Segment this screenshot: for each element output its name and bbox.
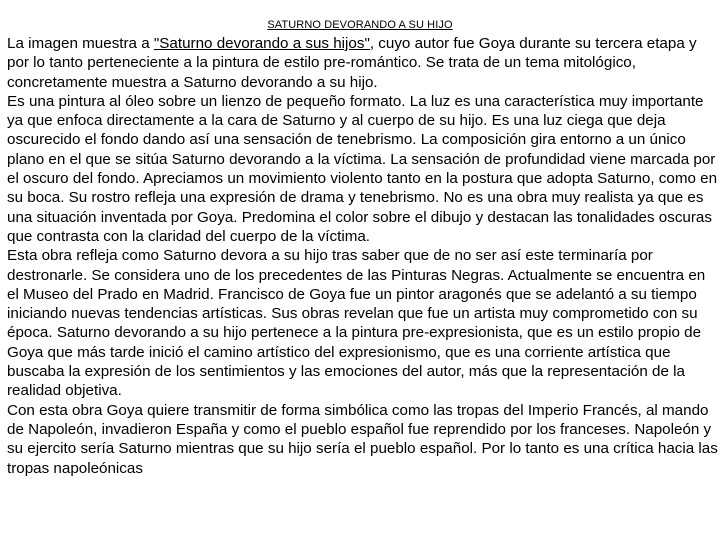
paragraph-intro-rest: , cuyo autor fue Goya durante su tercera etapa y por lo tanto perteneciente a la pintura de estilo pre-romántico. Se trata de un tema mitológico, concretamente muestra a Saturno devorando a su hijo. <box>7 35 697 91</box>
paragraph-intro-lead: La imagen muestra a <box>7 35 154 52</box>
artwork-title-link[interactable]: "Saturno devorando a sus hijos" <box>153 35 370 52</box>
paragraph-technique: Es una pintura al óleo sobre un lienzo de pequeño formato. La luz es una característica muy importante ya que enfoca directamente a la cara de Saturno y al cuerpo de su hijo. Es una luz ciega que deja oscurecido el fondo dando así una sensación de tenebrismo. La composición gira entorno a un único plano en el que se sitúa Saturno devorando a la víctima. La sensación de profundidad viene marcada por el oscuro del fondo. Apreciamos un movimiento violento tanto en la postura que adopta Saturno, como en su boca. Su rostro refleja una expresión de drama y tenebrismo. No es una obra muy realista ya que es una situación inventada por Goya. Predomina el color sobre el dibujo y destacan las tonalidades oscuras que contrasta con la claridad del cuerpo de la víctima. <box>7 92 718 245</box>
document-body <box>7 34 719 478</box>
paragraph-symbolism: Con esta obra Goya quiere transmitir de forma simbólica como las tropas del Imperio Francés, al mando de Napoleón, invadieron España y como el pueblo español fue reprendido por los franceses. Napoleón y su ejercito sería Saturno mientras que su hijo sería el pueblo español. Por lo tanto es una crítica hacia las tropas napoleónicas <box>7 401 718 477</box>
document-title: SATURNO DEVORANDO A SU HIJO <box>267 19 453 31</box>
paragraph-context: Esta obra refleja como Saturno devora a su hijo tras saber que de no ser así este terminaría por destronarle. Se considera uno de los precedentes de las Pinturas Negras. Actualmente se encuentra en el Museo del Prado en Madrid. Francisco de Goya fue un pintor aragonés que se adelantó a su tiempo iniciando nuevas tendencias artísticas. Sus obras revelan que fue un artista muy comprometido con su época. Saturno devorando a su hijo pertenece a la pintura pre-expresionista, que es un estilo propio de Goya que más tarde inició el camino artístico del expresionismo, que es una corriente artística que buscaba la expresión de los sentimientos y las emociones del autor, más que la representación de la realidad objetiva. <box>7 247 706 400</box>
paragraph-intro <box>7 34 719 92</box>
